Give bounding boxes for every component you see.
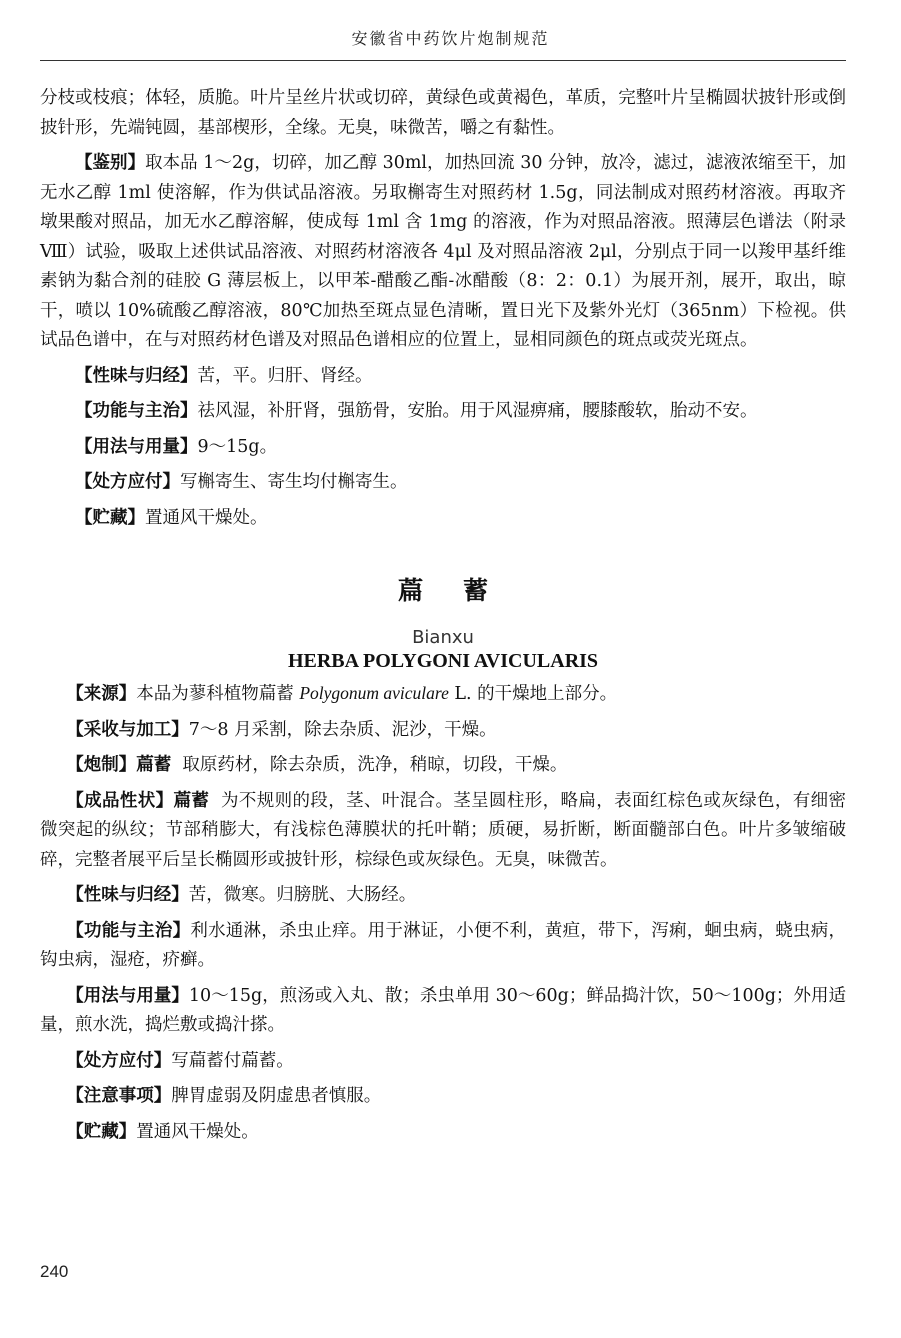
entry-harvest xyxy=(40,716,846,746)
section-text: 苦，微寒。归膀胱、大肠经。 xyxy=(188,885,417,905)
entry-properties xyxy=(40,787,846,876)
section-text: 脾胃虚弱及阴虚患者慎服。 xyxy=(171,1086,382,1106)
entry-source xyxy=(40,679,846,710)
entry-processing xyxy=(40,751,846,781)
section-label: 【采收与加工】 xyxy=(66,719,189,740)
section-text: 祛风湿，补肝肾，强筋骨，安胎。用于风湿痹痛，腰膝酸软，胎动不安。 xyxy=(197,401,758,421)
entry-dosage xyxy=(40,982,846,1041)
page-content xyxy=(40,84,846,1147)
section-text: 取原药材，除去杂质，洗净，稍晾，切段，干燥。 xyxy=(182,755,568,775)
page-number: 240 xyxy=(40,1262,69,1281)
prev-function xyxy=(40,397,846,427)
entry-caution xyxy=(40,1082,846,1112)
section-text: 利水通淋，杀虫止痒。用于淋证，小便不利，黄疸，带下，泻痢，蛔虫病，蛲虫病，钩虫病，湿疮，疥癣。 xyxy=(40,920,847,970)
running-header: 安徽省中药饮片炮制规范 xyxy=(351,29,550,48)
prev-description-continuation: 分枝或枝痕；体轻，质脆。叶片呈丝片状或切碎，黄绿色或黄褐色，革质，完整叶片呈椭圆状披针形或倒披针形，先端钝圆，基部楔形，全缘。无臭，味微苦，嚼之有黏性。 xyxy=(40,88,846,138)
species-name: Polygonum aviculare xyxy=(299,683,449,703)
section-text: 10～15g，煎汤或入丸、散；杀虫单用 30～60g；鲜品捣汁饮，50～100g；外用适量，煎水洗，捣烂敷或捣汁搽。 xyxy=(40,985,846,1035)
entry-function xyxy=(40,917,846,976)
section-sublabel: 萹蓄 xyxy=(136,755,172,775)
section-label: 【用法与用量】 xyxy=(66,985,189,1006)
section-label: 【来源】 xyxy=(66,684,137,704)
section-label: 【贮藏】 xyxy=(75,507,145,528)
section-label: 【功能与主治】 xyxy=(75,401,198,421)
section-label: 【性味与归经】 xyxy=(66,885,189,905)
section-text: L. 的干燥地上部分。 xyxy=(448,684,618,704)
section-label: 【性味与归经】 xyxy=(75,365,198,386)
section-sublabel: 萹蓄 xyxy=(173,790,210,811)
section-label: 【处方应付】 xyxy=(66,1050,172,1071)
section-text: 苦，平。归肝、肾经。 xyxy=(197,365,373,386)
prev-taste xyxy=(40,362,846,392)
section-label: 【注意事项】 xyxy=(66,1086,172,1106)
section-label: 【贮藏】 xyxy=(66,1121,137,1142)
entry-taste xyxy=(40,881,846,911)
entry-latin-name: HERBA POLYGONI AVICULARIS xyxy=(287,650,599,672)
section-text: 取本品 1～2g，切碎，加乙醇 30ml，加热回流 30 分钟，放冷，滤过，滤液浓缩至干，加无水乙醇 1ml 使溶解，作为供试品溶液。另取槲寄生对照药材 1.5g，同法制成对照药材溶液。再取齐墩果酸对照品，加无水乙醇溶解，使成每 1ml 含 1mg 的溶液，作为对照品溶液。照薄层色谱法（附录Ⅷ）试验，吸取上述供试品溶液、对照药材溶液各 4μl 及对照品溶液 2μl，分别点于同一以羧甲基纤维素钠为黏合剂的硅胶 G 薄层板上，以甲苯-醋酸乙酯-冰醋酸（8：2：0.1）为展开剂，展开，取出，晾干，喷以 10%硫酸乙醇溶液，80℃加热至斑点显色清晰，置日光下及紫外光灯（365nm）下检视。供试品色谱中，在与对照药材色谱及对照品色谱相应的位置上，显相同颜色的斑点或荧光斑点。 xyxy=(40,153,847,350)
section-label: 【炮制】 xyxy=(66,755,137,775)
section-text: 置通风干燥处。 xyxy=(145,507,268,528)
section-text: 写萹蓄付萹蓄。 xyxy=(171,1050,294,1071)
prev-storage xyxy=(40,504,846,534)
section-text: 7～8 月采割，除去杂质、泥沙，干燥。 xyxy=(188,719,497,740)
section-label: 【成品性状】 xyxy=(66,790,174,811)
section-text: 为不规则的段，茎、叶混合。茎呈圆柱形，略扁，表面红棕色或灰绿色，有细密微突起的纵纹；节部稍膨大，有浅棕色薄膜状的托叶鞘；质硬，易折断，断面髓部白色。叶片多皱缩破碎，完整者展平后呈长椭圆形或披针形，棕绿色或灰绿色。无臭，味微苦。 xyxy=(40,790,846,870)
section-label: 【处方应付】 xyxy=(75,472,180,492)
header-rule xyxy=(40,60,846,61)
section-text: 置通风干燥处。 xyxy=(136,1121,259,1142)
entry-storage xyxy=(40,1118,846,1148)
entry-title: 萹蓄 xyxy=(397,576,528,605)
section-text: 写槲寄生、寄生均付槲寄生。 xyxy=(180,472,408,492)
prev-dosage xyxy=(40,433,846,463)
section-label: 【用法与用量】 xyxy=(75,436,198,457)
section-label: 【功能与主治】 xyxy=(66,920,191,941)
prev-identification xyxy=(40,149,846,356)
entry-prescription xyxy=(40,1047,846,1077)
prev-prescription xyxy=(40,468,846,498)
section-label: 【鉴别】 xyxy=(75,153,146,173)
section-text: 9～15g。 xyxy=(197,436,278,457)
entry-pinyin: Bianxu xyxy=(412,627,474,648)
section-text: 本品为蓼科植物萹蓄 xyxy=(136,684,300,704)
